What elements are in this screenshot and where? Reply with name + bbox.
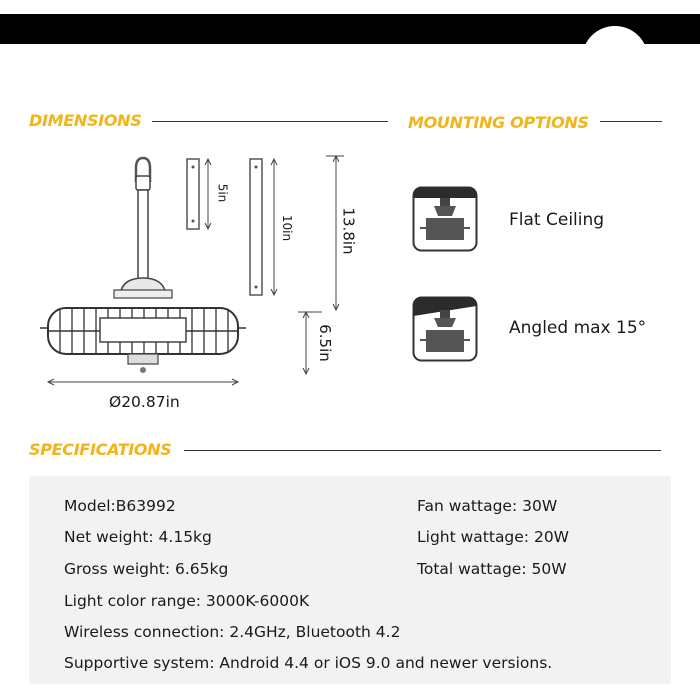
mounting-title: MOUNTING OPTIONS (408, 113, 589, 132)
short-rod-drawing (182, 155, 212, 235)
spec-fan-wattage: Fan wattage: 30W (417, 497, 558, 515)
fan-height-label: 6.5in (315, 324, 334, 362)
specifications-title: SPECIFICATIONS (29, 440, 172, 459)
spec-wireless-connection: Wireless connection: 2.4GHz, Bluetooth 4.2 (64, 623, 401, 641)
diameter-label: Ø20.87in (109, 393, 180, 411)
dimensions-rule (152, 121, 388, 122)
specifications-rule (184, 450, 661, 451)
flat-ceiling-icon (412, 186, 478, 252)
long-rod-label: 10in (280, 214, 295, 242)
angled-ceiling-label: Angled max 15° (509, 318, 647, 338)
spec-total-wattage: Total wattage: 50W (417, 560, 567, 578)
top-banner-circle (582, 26, 648, 92)
spec-gross-weight: Gross weight: 6.65kg (64, 560, 229, 578)
total-height-label: 13.8in (339, 207, 358, 255)
long-rod-drawing (244, 155, 278, 300)
mounting-rule (600, 121, 662, 122)
flat-ceiling-label: Flat Ceiling (509, 210, 605, 230)
dimensions-title: DIMENSIONS (29, 111, 142, 130)
spec-model: Model:B63992 (64, 497, 176, 515)
spec-net-weight: Net weight: 4.15kg (64, 528, 212, 546)
short-rod-label: 5in (215, 183, 230, 203)
spec-light-wattage: Light wattage: 20W (417, 528, 570, 546)
spec-supportive-system: Supportive system: Android 4.4 or iOS 9.0 and newer versions. (64, 654, 553, 672)
spec-light-color-range: Light color range: 3000K-6000K (64, 592, 310, 610)
angled-ceiling-icon (412, 296, 478, 362)
